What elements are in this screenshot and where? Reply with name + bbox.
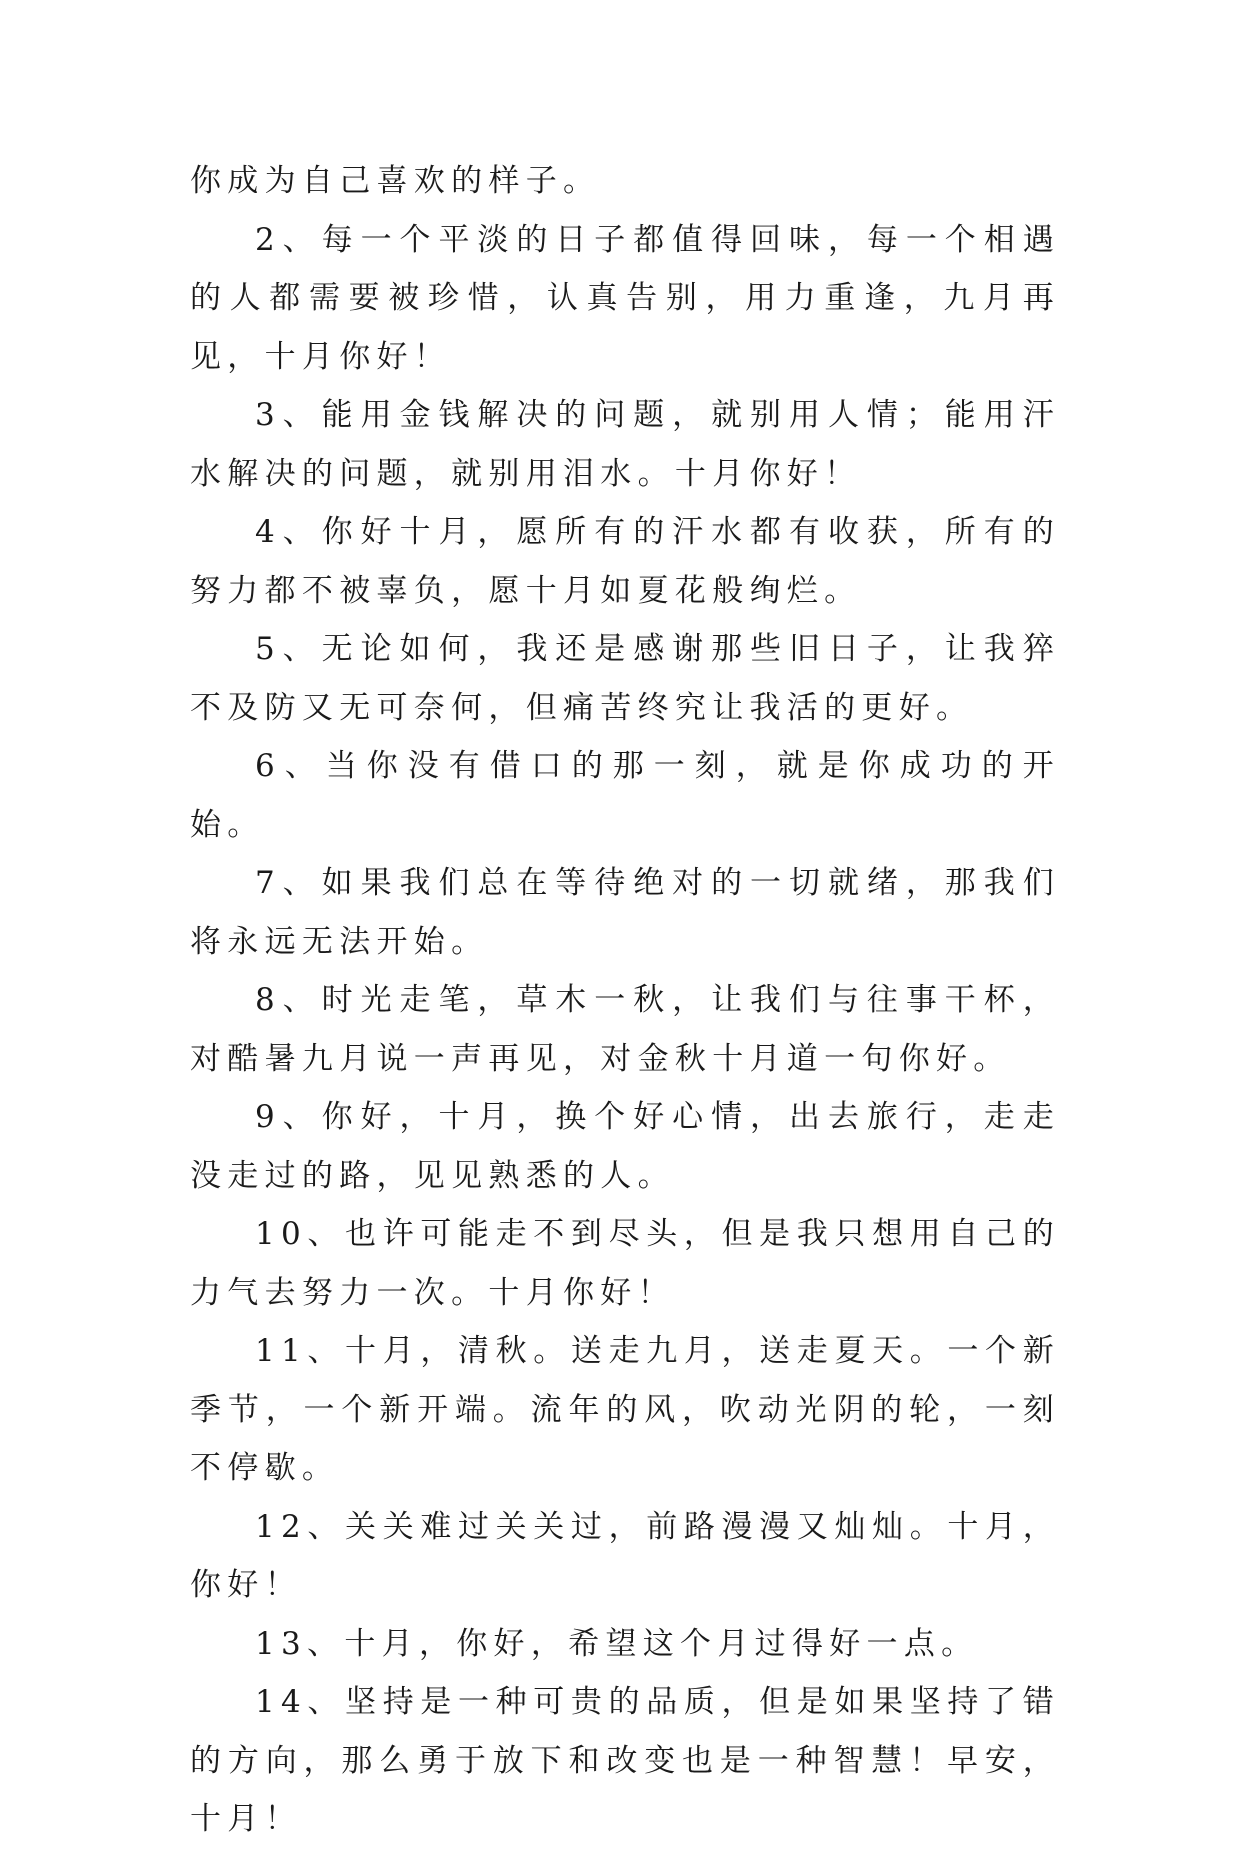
paragraph-4: 4、你好十月，愿所有的汗水都有收获，所有的努力都不被辜负，愿十月如夏花般绚烂。 [190,514,1060,609]
paragraph-6: 6、当你没有借口的那一刻，就是你成功的开始。 [190,748,1060,843]
paragraph-8: 8、时光走笔，草木一秋，让我们与往事干杯，对酷暑九月说一声再见，对金秋十月道一句你好。 [190,982,1060,1077]
document-body [190,152,1060,1849]
paragraph-5: 5、无论如何，我还是感谢那些旧日子，让我猝不及防又无可奈何，但痛苦终究让我活的更好。 [190,631,1060,726]
paragraph-continuation: 你成为自己喜欢的样子。 [190,163,601,199]
paragraph-12: 12、关关难过关关过，前路漫漫又灿灿。十月，你好！ [190,1508,1060,1603]
paragraph-10: 10、也许可能走不到尽头，但是我只想用自己的力气去努力一次。十月你好！ [190,1216,1060,1311]
paragraph-7: 7、如果我们总在等待绝对的一切就绪，那我们将永远无法开始。 [190,865,1060,960]
paragraph-3: 3、能用金钱解决的问题，就别用人情；能用汗水解决的问题，就别用泪水。十月你好！ [190,397,1060,492]
paragraph-14: 14、坚持是一种可贵的品质，但是如果坚持了错的方向，那么勇于放下和改变也是一种智慧！早安，十月！ [190,1684,1060,1837]
paragraph-2: 2、每一个平淡的日子都值得回味，每一个相遇的人都需要被珍惜，认真告别，用力重逢，九月再见，十月你好！ [190,221,1060,375]
paragraph-9: 9、你好，十月，换个好心情，出去旅行，走走没走过的路，见见熟悉的人。 [190,1099,1060,1194]
paragraph-13: 13、十月，你好，希望这个月过得好一点。 [255,1625,979,1662]
paragraph-11: 11、十月，清秋。送走九月，送走夏天。一个新季节，一个新开端。流年的风，吹动光阴的轮，一刻不停歇。 [190,1333,1060,1486]
